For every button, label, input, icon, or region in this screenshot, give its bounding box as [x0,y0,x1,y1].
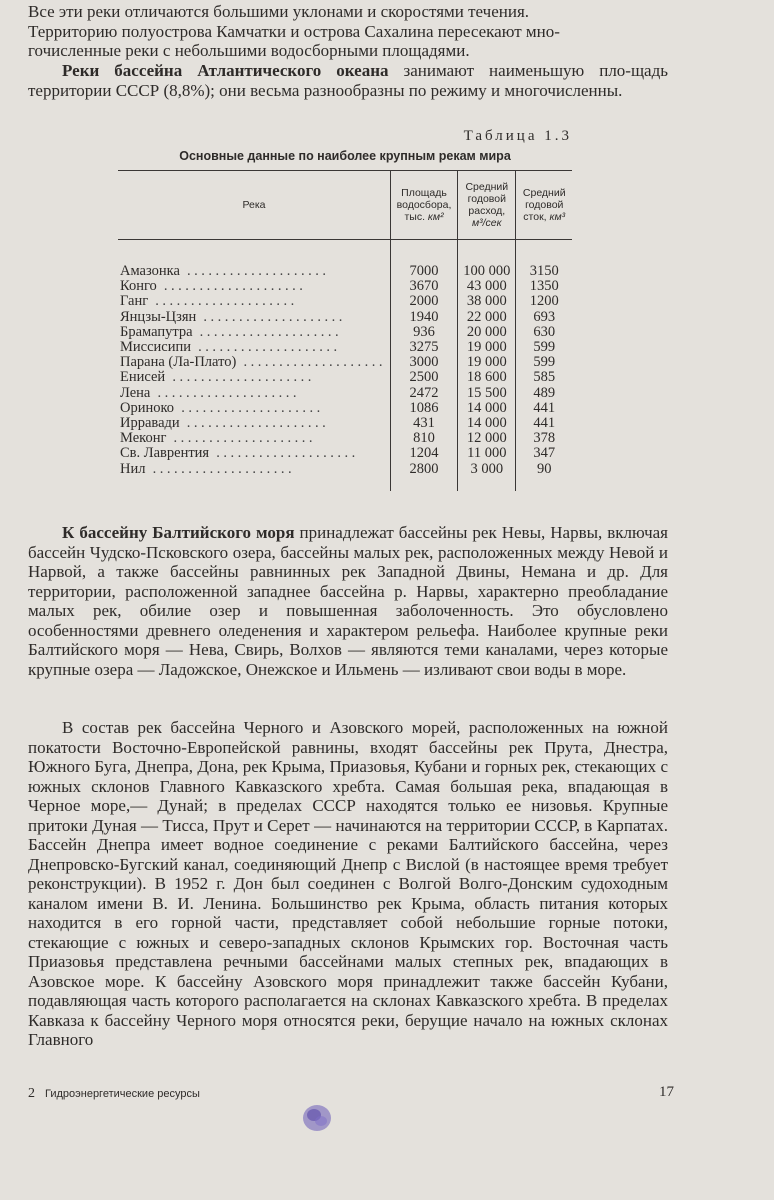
table-row [118,264,572,279]
leader-dots: .................... [166,431,317,447]
area-cell: 936 [390,325,457,340]
runoff-cell: 3150 [516,264,572,279]
river-name-cell: Янцзы-Цзян .................... [120,309,346,325]
area-cell: 2472 [390,386,457,401]
paragraph-baltic [28,523,668,679]
river-name-cell: Ирравади .................... [120,416,330,432]
paragraph-black-sea [28,718,668,1050]
discharge-cell: 19 000 [458,355,516,370]
runoff-cell: 630 [516,325,572,340]
atlantic-heading: Реки бассейна Атлантического океана [62,61,389,80]
discharge-cell: 14 000 [458,416,516,431]
baltic-text: принадлежат бассейны рек Невы, Нарвы, включая бассейн Чудско-Псковского озера, бассейны малых рек, расположенных между Невой и Нарвой, а также бассейны равнинных рек Западной Двины, Немана и др. Для территории, расположенной западнее бассейна р. Нарвы, характерно преобладание малых рек, обилие озер и повышенная заболоченность. Это обусловлено особенностями древнего оледенения и характером рельефа. Наиболее крупные реки Балтийского моря — Нева, Свирь, Волхов — являются теми каналами, через которые крупные озера — Ладожское, Онежское и Ильмень — изливают свои воды в море. [28,523,668,679]
river-name-cell: Нил .................... [120,461,296,477]
running-footer [28,1086,200,1102]
table-spacer-row [118,240,572,265]
river-name-cell: Парана (Ла-Плато) .................... [120,355,386,371]
area-cell: 810 [390,431,457,446]
runoff-cell: 441 [516,401,572,416]
leader-dots: .................... [179,416,330,432]
leader-dots: .................... [196,309,346,325]
runoff-cell: 90 [516,462,572,491]
table-row [118,431,572,446]
area-cell: 2800 [390,462,457,491]
area-cell: 431 [390,416,457,431]
runoff-cell: 693 [516,310,572,325]
discharge-cell: 11 000 [458,446,516,461]
leader-dots: .................... [156,279,307,295]
table-row [118,294,572,309]
running-title: Гидроэнергетические ресурсы [45,1088,200,1100]
page-number: 17 [659,1084,674,1100]
leader-dots: .................... [174,400,324,416]
area-cell: 2500 [390,370,457,385]
table-row [118,401,572,416]
atlantic-text: занимают наименьшую пло-щадь территории СССР (8,8%); они весьма разнообразны по режиму и многочисленны. [28,61,669,100]
table-row [118,355,572,370]
black-sea-text: В состав рек бассейна Черного и Азовского морей, расположенных на южной покатости Восточно-Европейской равнины, входят бассейны рек Прута, Днестра, Южного Буга, Днепра, Дона, рек Крыма, Приазовья, Кубани и горных рек, стекающих с южных склонов Главного Кавказского хребта. Самая большая река, впадающая в Черное море,— Дунай; в пределах СССР находятся только ее низовья. Крупные притоки Дуная — Тисса, Прут и Серет — начинаются на территории СССР, в Карпатах. Бассейн Днепра имеет водное соединение с реками Балтийского бассейна, через Днепровско-Бугский канал, соединяющий Днепр с Вислой (в настоящее время требует реконструкции). В 1952 г. Дон был соединен с Волгой Волго-Донским судоходным каналом имени В. И. Ленина. Большинство рек Крыма, область питания которых находится в его горной части, представляет собой небольшие горные потоки, стекающие с южных и северо-западных склонов Крымских гор. Восточная часть Приазовья представлена речными бассейнами малых степных рек, впадающих в Азовское море. К бассейну Азовского моря принадлежит также бассейн Кубани, подавляющая часть которого располагается на склонах Кавказского хребта. В пределах Кавказа к бассейну Черного моря относятся реки, берущие начало на южных склонах Главного [28,718,668,1049]
area-cell: 3670 [390,279,457,294]
runoff-cell: 585 [516,370,572,385]
table-caption [118,128,572,163]
table-row [118,310,572,325]
area-cell: 3000 [390,355,457,370]
table-header-row [118,171,572,240]
area-cell: 2000 [390,294,457,309]
table-row [118,279,572,294]
discharge-cell: 12 000 [458,431,516,446]
area-cell: 1204 [390,446,457,461]
discharge-cell: 14 000 [458,401,516,416]
river-name-cell: Св. Лаврентия .................... [120,446,359,462]
paragraph-atlantic [28,61,668,100]
leader-dots: .................... [236,355,386,371]
table-title: Основные данные по наиболее крупным рекам мира [179,149,511,163]
area-cell: 1940 [390,310,457,325]
leader-dots: .................... [150,385,300,401]
table-row [118,340,572,355]
river-name-cell: Ганг .................... [120,294,298,310]
runoff-cell: 378 [516,431,572,446]
table-number: Таблица 1.3 [463,128,572,144]
table-row [118,462,572,491]
runoff-cell: 347 [516,446,572,461]
river-name-cell: Амазонка .................... [120,264,330,279]
discharge-cell: 100 000 [458,264,516,279]
leader-dots: .................... [165,370,315,386]
river-name-cell: Лена .................... [120,385,300,401]
runoff-cell: 441 [516,416,572,431]
paragraph-top-line-2: Территорию полуострова Камчатки и острова Сахалина пересекают мно- [28,21,560,41]
river-name-cell: Енисей .................... [120,370,315,386]
leader-dots: .................... [209,446,359,462]
discharge-cell: 43 000 [458,279,516,294]
paragraph-top-line-1: Все эти реки отличаются большими уклонами и скоростями течения. [28,2,530,21]
discharge-cell: 18 600 [458,370,516,385]
runoff-cell: 599 [516,355,572,370]
river-name-cell: Брамапутра .................... [120,324,343,340]
runoff-cell: 489 [516,386,572,401]
paragraph-top-line-3: гочисленные реки с небольшими водосборными площадями. [28,41,470,60]
discharge-cell: 20 000 [458,325,516,340]
leader-dots: .................... [192,324,343,340]
header-discharge: Средний годовой расход, м³/сек [458,171,516,240]
discharge-cell: 38 000 [458,294,516,309]
signature-number: 2 [28,1086,35,1101]
ink-stamp-icon [300,1102,334,1134]
runoff-cell: 1200 [516,294,572,309]
river-name-cell: Ориноко .................... [120,400,324,416]
header-area: Площадь водосбора, тыс. км² [390,171,457,240]
paragraph-top [28,2,668,61]
area-cell: 3275 [390,340,457,355]
baltic-heading: К бассейну Балтийского моря [62,523,295,542]
table-row [118,446,572,461]
runoff-cell: 1350 [516,279,572,294]
rivers-table [118,170,572,491]
area-cell: 7000 [390,264,457,279]
table-row [118,416,572,431]
leader-dots: .................... [191,340,341,356]
leader-dots: .................... [148,294,298,310]
discharge-cell: 22 000 [458,310,516,325]
table-row [118,386,572,401]
table-row [118,325,572,340]
leader-dots: .................... [145,461,296,477]
table-row [118,370,572,385]
header-runoff: Средний годовой сток, км³ [516,171,572,240]
river-name-cell: Миссисипи .................... [120,340,341,356]
header-river: Река [118,171,390,240]
discharge-cell: 15 500 [458,386,516,401]
area-cell: 1086 [390,401,457,416]
discharge-cell: 19 000 [458,340,516,355]
runoff-cell: 599 [516,340,572,355]
river-name-cell: Меконг .................... [120,431,317,447]
discharge-cell: 3 000 [458,462,516,491]
river-name-cell: Конго .................... [120,279,307,295]
leader-dots: .................... [179,264,330,279]
